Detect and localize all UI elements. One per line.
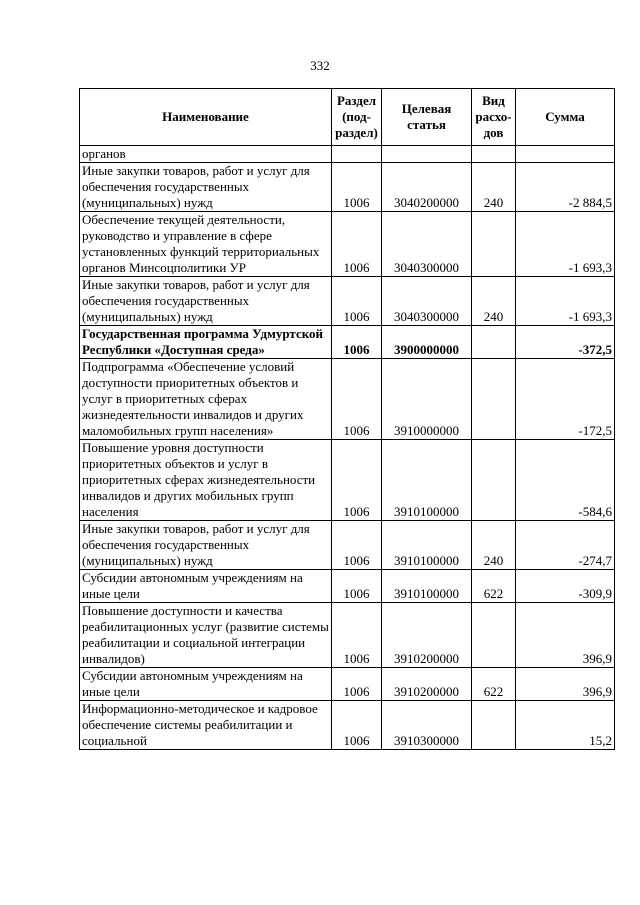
cell-name: Иные закупки товаров, работ и услуг для обеспечения государственных (муниципальных) нужд	[80, 521, 332, 570]
cell-section: 1006	[332, 359, 382, 440]
cell-target: 3910100000	[382, 521, 472, 570]
cell-section: 1006	[332, 326, 382, 359]
table-row	[80, 326, 615, 359]
table-row	[80, 570, 615, 603]
cell-sum: -2 884,5	[516, 163, 615, 212]
cell-expense	[472, 326, 516, 359]
table-row	[80, 521, 615, 570]
cell-target	[382, 146, 472, 163]
cell-name: Субсидии автономным учреждениям на иные цели	[80, 668, 332, 701]
cell-sum: -1 693,3	[516, 212, 615, 277]
table-row	[80, 212, 615, 277]
cell-target: 3040300000	[382, 277, 472, 326]
cell-section: 1006	[332, 521, 382, 570]
cell-expense	[472, 359, 516, 440]
cell-sum: 15,2	[516, 701, 615, 750]
cell-name: Государственная программа Удмуртской Республики «Доступная среда»	[80, 326, 332, 359]
header-sum: Сумма	[516, 89, 615, 146]
table-row	[80, 668, 615, 701]
table-header-row	[80, 89, 615, 146]
cell-sum: 396,9	[516, 603, 615, 668]
cell-sum: -309,9	[516, 570, 615, 603]
cell-expense	[472, 212, 516, 277]
header-name: Наименование	[80, 89, 332, 146]
table-row	[80, 440, 615, 521]
cell-sum: -172,5	[516, 359, 615, 440]
cell-expense	[472, 603, 516, 668]
cell-expense: 240	[472, 277, 516, 326]
cell-name: органов	[80, 146, 332, 163]
table-row	[80, 146, 615, 163]
cell-target: 3910300000	[382, 701, 472, 750]
table-body	[80, 146, 615, 750]
cell-section: 1006	[332, 701, 382, 750]
cell-target: 3040300000	[382, 212, 472, 277]
budget-table	[79, 88, 615, 750]
cell-name: Подпрограмма «Обеспечение условий доступности приоритетных объектов и услуг в приоритетных сферах жизнедеятельности инвалидов и других маломобильных групп населения»	[80, 359, 332, 440]
cell-sum: -372,5	[516, 326, 615, 359]
cell-section: 1006	[332, 603, 382, 668]
cell-target: 3910100000	[382, 570, 472, 603]
cell-expense: 622	[472, 668, 516, 701]
cell-target: 3910200000	[382, 668, 472, 701]
cell-expense: 240	[472, 163, 516, 212]
cell-name: Повышение доступности и качества реабилитационных услуг (развитие системы реабилитации и социальной интеграции инвалидов)	[80, 603, 332, 668]
cell-expense: 240	[472, 521, 516, 570]
cell-sum: 396,9	[516, 668, 615, 701]
cell-sum: -274,7	[516, 521, 615, 570]
table-row	[80, 701, 615, 750]
cell-sum: -584,6	[516, 440, 615, 521]
cell-expense	[472, 701, 516, 750]
table-row	[80, 603, 615, 668]
cell-target: 3910000000	[382, 359, 472, 440]
cell-section: 1006	[332, 570, 382, 603]
page-number: 332	[310, 58, 330, 73]
cell-section: 1006	[332, 668, 382, 701]
cell-section: 1006	[332, 212, 382, 277]
cell-target: 3900000000	[382, 326, 472, 359]
cell-expense	[472, 440, 516, 521]
table-row	[80, 277, 615, 326]
header-target: Целевая статья	[382, 89, 472, 146]
table-row	[80, 163, 615, 212]
cell-name: Субсидии автономным учреждениям на иные цели	[80, 570, 332, 603]
cell-target: 3910200000	[382, 603, 472, 668]
cell-expense	[472, 146, 516, 163]
cell-name: Повышение уровня доступности приоритетных объектов и услуг в приоритетных сферах жизнедеятельности инвалидов и других мобильных групп населения	[80, 440, 332, 521]
cell-target: 3040200000	[382, 163, 472, 212]
cell-target: 3910100000	[382, 440, 472, 521]
header-expense: Вид расхо-дов	[472, 89, 516, 146]
cell-section	[332, 146, 382, 163]
cell-name: Обеспечение текущей деятельности, руководство и управление в сфере установленных функций территориальных органов Минсоцполитики УР	[80, 212, 332, 277]
cell-name: Иные закупки товаров, работ и услуг для обеспечения государственных (муниципальных) нужд	[80, 277, 332, 326]
cell-sum: -1 693,3	[516, 277, 615, 326]
cell-sum	[516, 146, 615, 163]
cell-expense: 622	[472, 570, 516, 603]
cell-section: 1006	[332, 440, 382, 521]
cell-name: Информационно-методическое и кадровое обеспечение системы реабилитации и социальной	[80, 701, 332, 750]
cell-section: 1006	[332, 277, 382, 326]
cell-name: Иные закупки товаров, работ и услуг для обеспечения государственных (муниципальных) нужд	[80, 163, 332, 212]
header-section: Раздел (под-раздел)	[332, 89, 382, 146]
cell-section: 1006	[332, 163, 382, 212]
table-row	[80, 359, 615, 440]
